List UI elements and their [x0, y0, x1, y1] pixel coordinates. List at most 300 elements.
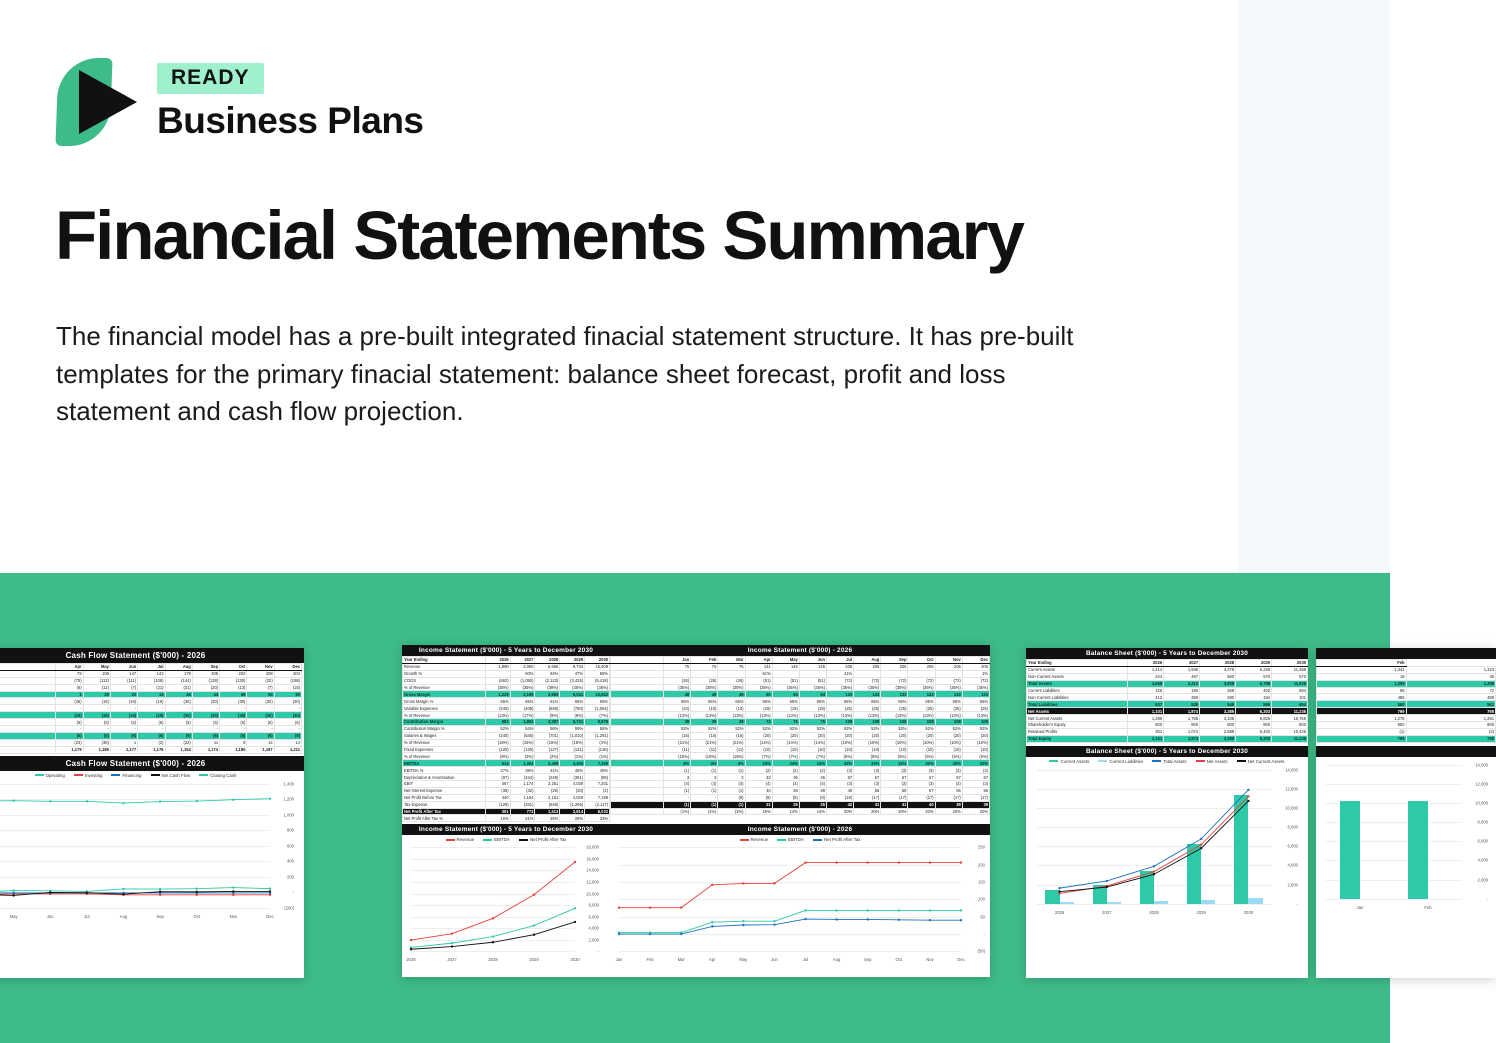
balance-sheet-card — [1026, 648, 1308, 978]
table-row — [0, 670, 302, 677]
table-cell: 75 — [664, 663, 691, 670]
table-cell: (381) — [560, 774, 585, 781]
table-cell: 26 — [799, 801, 826, 808]
table-row-label — [611, 787, 664, 794]
table-row — [403, 774, 610, 781]
table-cell: 65% — [799, 698, 826, 705]
table-cell: 75 — [691, 663, 718, 670]
table-cell: 49 — [718, 691, 745, 698]
income-2026-chart-title: Income Statement ($'000) - 2026 — [610, 824, 990, 835]
table-cell: (1) — [718, 787, 745, 794]
table-row — [403, 739, 610, 746]
table-cell: (701) — [535, 732, 560, 739]
table-cell: 4% — [718, 760, 745, 767]
table-row — [1317, 715, 1496, 722]
table-cell: 108 — [935, 719, 962, 726]
table-row — [403, 670, 610, 677]
table-cell: (545) — [510, 732, 535, 739]
table-row — [1317, 708, 1496, 715]
table-cell: (13%) — [826, 712, 853, 719]
table-cell: 52% — [772, 725, 799, 732]
table-cell: (11) — [664, 746, 691, 753]
cash-flow-legend — [0, 771, 304, 778]
balance-monthly-title — [1316, 648, 1496, 659]
table-cell: - — [83, 705, 110, 712]
table-cell: (11) — [691, 746, 718, 753]
table-cell: 16% — [485, 815, 510, 822]
table-row — [1027, 728, 1308, 735]
table-cell: (12) — [83, 684, 110, 691]
table-cell: 52% — [962, 725, 989, 732]
table-row-label — [611, 760, 664, 767]
table-cell: 2,251 — [535, 781, 560, 788]
table-cell: 4% — [664, 760, 691, 767]
y-axis-tick: 8,000 — [1287, 824, 1298, 830]
table-cell: 467 — [485, 781, 510, 788]
table-cell: (2) — [1406, 728, 1496, 735]
table-cell: 65% — [510, 698, 535, 705]
table-cell: 1,890 — [485, 663, 510, 670]
table-cell: (25) — [908, 705, 935, 712]
table-cell: - — [138, 726, 165, 733]
table-cell: (648) — [535, 801, 560, 808]
legend-item: Net Current Assets — [1237, 759, 1285, 764]
table-row — [403, 705, 610, 712]
table-cell: 1,765 — [1164, 715, 1200, 722]
table-cell: - — [165, 726, 192, 733]
legend-item: Net Cash Flow — [151, 773, 191, 778]
table-cell: (125) — [485, 746, 510, 753]
table-row-label: Gross Margin — [403, 691, 486, 698]
table-row — [1027, 715, 1308, 722]
table-row-label — [0, 726, 56, 733]
table-cell: 24% — [799, 760, 826, 767]
table-row-label — [611, 739, 664, 746]
table-cell: 125 — [1128, 687, 1164, 694]
table-row — [403, 677, 610, 684]
table-row — [1027, 735, 1308, 742]
table-cell: 67 — [826, 774, 853, 781]
table-cell: (20) — [799, 732, 826, 739]
table-row-label: Retained Profits — [1027, 728, 1128, 735]
table-cell: 24% — [745, 760, 772, 767]
y-axis-tick: 1,000 — [283, 812, 294, 818]
chart-lines — [1030, 766, 1304, 916]
table-cell: (6) — [110, 719, 137, 726]
table-cell: (16) — [691, 732, 718, 739]
table-cell: (5%) — [826, 753, 853, 760]
table-cell: (21%) — [691, 739, 718, 746]
table-cell: (2) — [138, 739, 165, 746]
table-cell: 205 — [854, 663, 881, 670]
y-axis-tick: 2,000 — [1287, 882, 1298, 888]
table-cell: 1,211 — [274, 746, 301, 753]
table-cell: (130) — [220, 677, 247, 684]
table-row-label: Net Assets — [1027, 708, 1128, 715]
table-cell: 56% — [535, 725, 560, 732]
table-cell: (25) — [962, 705, 989, 712]
table-cell: 14 — [274, 739, 301, 746]
income-5yr-table-title: Income Statement ($'000) - 5 Years to December 2030 — [402, 645, 610, 656]
table-row — [1317, 735, 1496, 742]
table-row-label: Net Profit After Tax % — [403, 815, 486, 822]
balance-sheet-chart — [1030, 766, 1304, 916]
table-cell: (35%) — [745, 684, 772, 691]
table-header-cell: 2028 — [1200, 660, 1236, 667]
y-axis-tick: 14,000 — [586, 867, 599, 873]
table-cell: (13%) — [908, 712, 935, 719]
table-cell: (4) — [664, 781, 691, 788]
table-cell: (3) — [962, 767, 989, 774]
table-cell: 1,104 — [510, 794, 535, 801]
table-cell: 537 — [1128, 701, 1164, 708]
table-cell: 72 — [1406, 687, 1496, 694]
table-row-label — [611, 801, 664, 808]
table-cell: (1,064) — [585, 705, 610, 712]
table-row-label: Gross Margin % — [403, 698, 486, 705]
table-cell: 1,229 — [485, 691, 510, 698]
x-axis-tick: 2026 — [406, 957, 416, 963]
table-cell: (3) — [935, 781, 962, 788]
balance-sheet-monthly-card — [1316, 648, 1496, 978]
table-cell: (2) — [585, 787, 610, 794]
legend-item: Revenue — [740, 837, 769, 842]
table-row — [611, 746, 990, 753]
table-cell: (26) — [718, 677, 745, 684]
x-axis-tick: Oct — [895, 957, 903, 963]
table-cell: 3 — [718, 774, 745, 781]
table-cell: 18 — [1317, 673, 1407, 680]
table-cell: 799 — [1317, 735, 1407, 742]
table-cell: (10%) — [962, 739, 989, 746]
table-cell: 41 — [881, 801, 908, 808]
table-cell: (1,291) — [585, 732, 610, 739]
table-cell: - — [56, 726, 83, 733]
table-row — [1317, 673, 1496, 680]
table-row-label: Non-Current Assets — [1027, 673, 1128, 680]
y-axis-tick: 4,000 — [1477, 857, 1488, 863]
table-row — [0, 712, 302, 719]
table-cell: 39 — [935, 801, 962, 808]
table-cell: (21) — [165, 684, 192, 691]
table-row — [1317, 701, 1496, 708]
table-cell: (3) — [908, 767, 935, 774]
table-header-cell: Feb — [1317, 660, 1407, 667]
table-row-label: Contribution Margin — [403, 719, 486, 726]
table-cell: (7%) — [745, 753, 772, 760]
cash-flow-chart-title: Cash Flow Statement ($'000) - 2026 — [0, 756, 304, 771]
table-cell: (20) — [745, 732, 772, 739]
table-cell: (35%) — [560, 684, 585, 691]
table-header-cell: Dec — [274, 664, 301, 671]
chart-lines — [613, 843, 987, 963]
table-cell: 800 — [1236, 722, 1272, 729]
table-cell: 11 — [192, 739, 219, 746]
table-cell: 1,874 — [1164, 735, 1200, 742]
table-cell: 1,275 — [1317, 715, 1407, 722]
table-cell: 21 — [745, 801, 772, 808]
table-cell: 65% — [826, 698, 853, 705]
table-cell: (6) — [83, 719, 110, 726]
table-cell: (13%) — [799, 712, 826, 719]
table-cell: 1,185 — [83, 746, 110, 753]
x-axis-tick: 2029 — [529, 957, 539, 963]
table-cell: 20% — [881, 808, 908, 815]
table-cell: 84% — [535, 670, 560, 677]
table-cell: 5,032 — [585, 808, 610, 815]
legend-item: Net Profit After Tax — [813, 837, 861, 842]
table-cell: (4) — [691, 781, 718, 788]
table-cell: (14%) — [799, 739, 826, 746]
table-cell: 38 — [772, 787, 799, 794]
table-cell: 57 — [908, 787, 935, 794]
table-row-label — [611, 684, 664, 691]
table-header-cell: Oct — [908, 657, 935, 664]
table-cell: (3%) — [510, 753, 535, 760]
y-axis-tick: 2,000 — [1477, 877, 1488, 883]
table-cell: (6) — [247, 719, 274, 726]
table-cell: (5%) — [908, 753, 935, 760]
table-cell: 1,341 — [1317, 666, 1407, 673]
table-cell: 32% — [962, 760, 989, 767]
cash-flow-chart — [0, 780, 300, 920]
table-cell: (1) — [664, 767, 691, 774]
table-cell: (3) — [826, 781, 853, 788]
table-row-label — [0, 691, 56, 698]
table-cell: (9) — [718, 794, 745, 801]
table-cell: 269 — [1200, 687, 1236, 694]
table-row — [1027, 694, 1308, 701]
table-cell: 6,041 — [560, 691, 585, 698]
table-cell: (30) — [165, 712, 192, 719]
table-cell: (662) — [485, 677, 510, 684]
table-cell: 2,589 — [1200, 728, 1236, 735]
table-row — [0, 698, 302, 705]
table-cell: (6) — [192, 719, 219, 726]
table-cell: 35% — [510, 767, 535, 774]
table-cell: 204 — [274, 670, 301, 677]
table-cell: 412 — [1128, 694, 1164, 701]
table-row-label — [611, 663, 664, 670]
table-cell: 36 — [772, 774, 799, 781]
table-row — [1027, 701, 1308, 708]
table-cell: 2,161 — [535, 794, 560, 801]
table-row-label — [611, 767, 664, 774]
table-row — [611, 801, 990, 808]
table-row-label — [611, 677, 664, 684]
table-row-label: Current Liabilities — [1027, 687, 1128, 694]
table-cell: 52% — [881, 725, 908, 732]
table-cell: 108 — [908, 719, 935, 726]
financial-table — [1316, 659, 1496, 743]
table-cell: 20% — [908, 808, 935, 815]
table-cell: (13%) — [772, 712, 799, 719]
table-row-label: EBITDA % — [403, 767, 486, 774]
table-cell: 205 — [192, 670, 219, 677]
table-cell: (20) — [854, 732, 881, 739]
table-row — [403, 732, 610, 739]
chart-lines — [0, 780, 300, 920]
table-cell: (15%) — [691, 753, 718, 760]
table-cell: 799 — [1317, 708, 1407, 715]
y-axis-tick: 2,000 — [588, 937, 599, 943]
y-axis-tick: 4,000 — [1287, 862, 1298, 868]
table-cell: 3,387 — [535, 719, 560, 726]
table-cell: 39 — [718, 719, 745, 726]
table-cell: (13%) — [881, 712, 908, 719]
table-row — [611, 691, 990, 698]
table-cell: (6) — [274, 719, 301, 726]
table-cell: 49 — [664, 691, 691, 698]
table-cell: (35%) — [510, 684, 535, 691]
table-cell: - — [110, 726, 137, 733]
x-axis-tick: Sep — [863, 957, 872, 963]
table-cell: (35%) — [718, 684, 745, 691]
table-cell: (35%) — [691, 684, 718, 691]
table-row — [611, 760, 990, 767]
table-cell: 1,101 — [1128, 735, 1164, 742]
table-cell: (6) — [220, 732, 247, 739]
table-row-label: % of Revenue — [403, 684, 486, 691]
table-header-cell: Sep — [881, 657, 908, 664]
table-cell: 4,405 — [560, 760, 585, 767]
table-cell: 6,203 — [1236, 735, 1272, 742]
table-cell: (26) — [664, 677, 691, 684]
table-cell: (30) — [192, 712, 219, 719]
table-cell: (10) — [826, 746, 853, 753]
table-cell: (6) — [83, 732, 110, 739]
table-row — [611, 663, 990, 670]
table-cell: 1,180 — [220, 746, 247, 753]
financial-table — [1026, 659, 1308, 743]
table-cell: 7,201 — [585, 781, 610, 788]
table-cell: (51) — [745, 677, 772, 684]
table-row-label — [0, 712, 56, 719]
table-cell: 595 — [1236, 701, 1272, 708]
table-row-label: Net Interest Expense — [403, 787, 486, 794]
table-row — [611, 725, 990, 732]
table-cell: 65 — [1317, 687, 1407, 694]
table-cell: (23) — [56, 739, 83, 746]
table-cell: (18) — [274, 684, 301, 691]
table-row-label — [611, 670, 664, 677]
table-cell: 2,412 — [1164, 680, 1200, 687]
table-row-label — [611, 719, 664, 726]
table-cell: (5%) — [935, 753, 962, 760]
table-cell: (13%) — [962, 712, 989, 719]
table-cell: 44 — [192, 691, 219, 698]
table-header-cell: 2030 — [585, 657, 610, 664]
table-cell: (9) — [745, 794, 772, 801]
brand-name: Business Plans — [157, 99, 424, 141]
x-axis-tick: Mar — [677, 957, 685, 963]
income-2026-chart — [613, 843, 987, 963]
table-cell: (7) — [247, 684, 274, 691]
table-header-cell: Jun — [110, 664, 137, 671]
table-cell: 1,359 — [1317, 680, 1407, 687]
table-header-cell — [0, 664, 56, 671]
table-cell: 1,197 — [247, 746, 274, 753]
table-header-cell: Mar — [718, 657, 745, 664]
table-cell: 7,189 — [585, 794, 610, 801]
y-axis-tick: 250 — [978, 844, 985, 850]
table-row — [0, 677, 302, 684]
table-row — [611, 732, 990, 739]
table-cell: 109 — [83, 670, 110, 677]
table-cell: (19) — [56, 712, 83, 719]
table-cell: 798 — [1406, 708, 1496, 715]
table-cell: 798 — [1406, 735, 1496, 742]
table-cell: (3) — [881, 767, 908, 774]
table-cell: 3,000 — [510, 663, 535, 670]
table-row-label: % of Revenue — [403, 739, 486, 746]
table-row-label — [0, 698, 56, 705]
y-axis-tick: 50 — [980, 914, 985, 920]
table-cell: (25) — [826, 705, 853, 712]
y-axis-tick: 6,000 — [588, 914, 599, 920]
table-cell: 32% — [826, 760, 853, 767]
table-cell: 52% — [799, 725, 826, 732]
table-cell: 359 — [1164, 694, 1200, 701]
x-axis-tick: Jul — [802, 957, 809, 963]
table-row — [403, 663, 610, 670]
table-row-label: EBIT — [403, 781, 486, 788]
table-cell: 52% — [691, 725, 718, 732]
table-cell: (19) — [799, 705, 826, 712]
table-cell: (25) — [881, 705, 908, 712]
table-row — [0, 726, 302, 733]
table-cell: 1,174 — [192, 746, 219, 753]
table-row-label — [0, 677, 56, 684]
table-row-label — [0, 739, 56, 746]
table-cell: (138) — [192, 677, 219, 684]
table-row-label — [0, 670, 56, 677]
table-cell: 614 — [485, 760, 510, 767]
table-cell: (17) — [935, 794, 962, 801]
table-cell: (38%) — [535, 684, 560, 691]
table-cell: 65% — [962, 698, 989, 705]
table-cell: (15%) — [510, 739, 535, 746]
table-cell — [485, 670, 510, 677]
table-cell: (3) — [962, 781, 989, 788]
table-cell: 133 — [881, 691, 908, 698]
table-cell: 2,498 — [535, 760, 560, 767]
y-axis-tick: - — [597, 948, 599, 954]
y-axis-tick: 12,000 — [1285, 786, 1298, 792]
x-axis-tick: Feb — [646, 957, 654, 963]
table-cell: 90 — [745, 691, 772, 698]
table-row — [403, 760, 610, 767]
table-row — [403, 725, 610, 732]
table-cell: 58 — [881, 787, 908, 794]
table-row — [403, 753, 610, 760]
table-row-label: Net Profit After Tax — [403, 808, 486, 815]
table-cell: (10) — [664, 705, 691, 712]
legend-item: Closing Cash — [199, 773, 236, 778]
brand-badge: READY — [157, 63, 264, 94]
x-axis-tick: Jan — [615, 957, 623, 963]
table-header-cell: 2027 — [1164, 660, 1200, 667]
table-cell: 6,228 — [1236, 666, 1272, 673]
table-row-label: Growth % — [403, 670, 486, 677]
table-cell: (17%) — [510, 712, 535, 719]
table-row — [403, 781, 610, 788]
table-cell: 52% — [935, 725, 962, 732]
table-cell: 32% — [854, 760, 881, 767]
table-cell: (19) — [138, 698, 165, 705]
table-cell: (1) — [664, 787, 691, 794]
table-header-cell: Apr — [745, 657, 772, 664]
